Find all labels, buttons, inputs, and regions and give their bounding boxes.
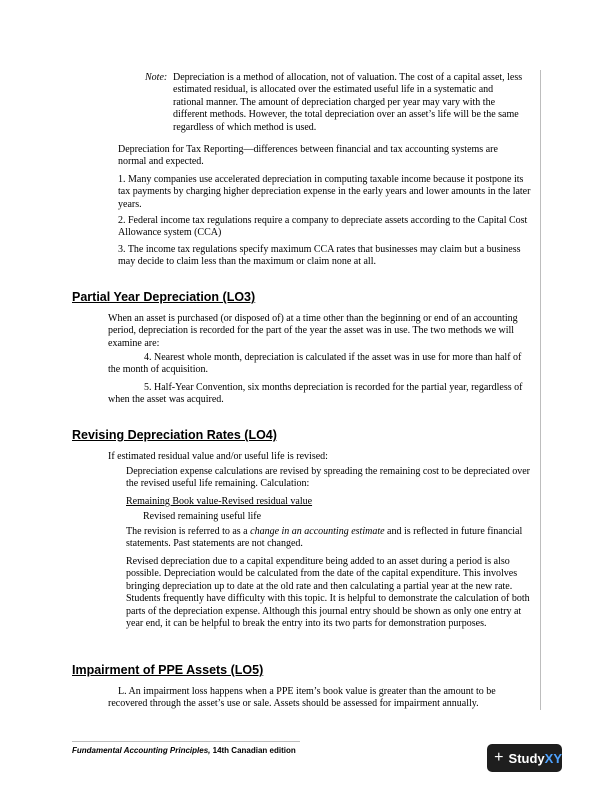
partial-item-4: 4. Nearest whole month, depreciation is calculated if the asset was in use for more than half of the month of acquisition. — [108, 352, 522, 376]
tax-intro: Depreciation for Tax Reporting—differences between financial and tax accounting systems are normal and expected. — [118, 144, 498, 168]
footer-rule — [72, 741, 300, 742]
right-margin-rule — [540, 70, 541, 710]
partial-item-5: 5. Half-Year Convention, six months depreciation is recorded for the partial year, regardless of when the asset was acquired. — [108, 382, 523, 406]
accounting-estimate-term: change in an accounting estimate — [250, 526, 385, 537]
badge-label: StudyXY — [508, 750, 562, 766]
note-text: Depreciation is a method of allocation, not of valuation. The cost of a capital asset, less estimated residual, is allocated over the estimated useful life in a systematic and rational manner. The amount of depreciation charged per year may vary with the different methods. However, the total depreciation over an asset’s life will be the same regardless of which method is used. — [173, 72, 523, 133]
revision-text: The revision is referred to as a change in an accounting estimate and is reflected in future financial statements. Past statements are not changed. — [126, 526, 523, 550]
note-label: Note: — [145, 72, 168, 83]
studyxy-badge[interactable] — [487, 744, 562, 772]
partial-intro: When an asset is purchased (or disposed of) at a time other than the beginning or end of an accounting period, depreciation is recorded for the part of the year the asset was in use. The two methods we will examine are: — [108, 313, 518, 349]
capital-expenditure-text: Revised depreciation due to a capital expenditure being added to an asset during a period is also possible. Depreciation would be calculated from the date of the capital expenditure. This involves bringing depreciation up to date at the old rate and then calculating a partial year at the new rate. Students frequently have difficulty with this topic. It is helpful to demonstrate the calculation of both parts of the depreciation expense. Although this journal entry should be shown as only one entry at year end, it can be helpful to break the entry into its two parts for demonstration purposes. — [126, 556, 530, 630]
revising-heading: Revising Depreciation Rates (LO4) — [72, 428, 277, 442]
partial-heading: Partial Year Depreciation (LO3) — [72, 290, 256, 304]
tax-item-3: 3. The income tax regulations specify maximum CCA rates that businesses may claim but a business may decide to claim less than the maximum or claim none at all. — [118, 244, 521, 268]
plus-icon: + — [494, 749, 504, 766]
tax-item-1: 1. Many companies use accelerated depreciation in computing taxable income because it postpone its tax payments by charging higher depreciation expense in the early years and lower amounts in the later years. — [118, 174, 531, 210]
impairment-item: L. An impairment loss happens when a PPE item’s book value is greater than the amount to be recovered through the asset’s use or sale. Assets should be assessed for impairment annually. — [108, 686, 496, 710]
revising-calc: Depreciation expense calculations are revised by spreading the remaining cost to be depreciated over the revised useful life remaining. Calculation: — [126, 466, 530, 490]
formula-denominator: Revised remaining useful life — [143, 511, 262, 522]
formula-numerator: Remaining Book value-Revised residual value — [126, 496, 313, 507]
revising-intro: If estimated residual value and/or useful life is revised: — [108, 451, 328, 462]
footer-citation: Fundamental Accounting Principles, 14th Canadian edition — [72, 746, 296, 755]
impairment-heading: Impairment of PPE Assets (LO5) — [72, 663, 264, 677]
tax-item-2: 2. Federal income tax regulations require a company to depreciate assets according to the Capital Cost Allowance system (CCA) — [118, 215, 528, 239]
